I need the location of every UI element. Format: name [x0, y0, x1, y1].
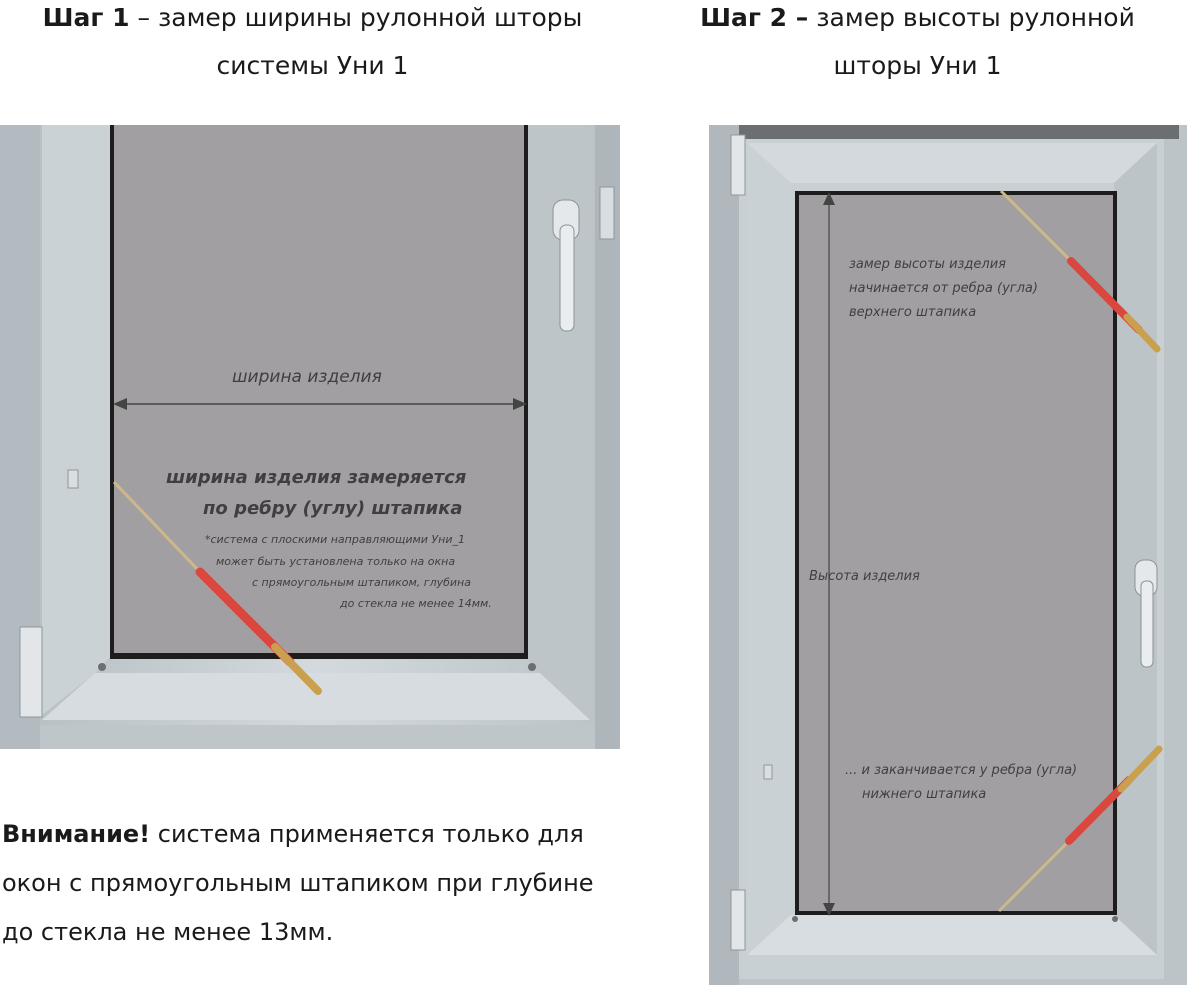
top-note-line3: верхнего штапика [849, 305, 977, 320]
note-bold-line1: ширина изделия замеряется [166, 467, 467, 488]
glass-pane-1 [114, 125, 524, 653]
height-measurement-photo [709, 125, 1187, 985]
bottom-note-line1: ... и заканчивается у ребра (угла) [845, 763, 1078, 778]
note-small-line3: с прямоугольным штапиком, глубина [252, 576, 471, 589]
warning-text: система применяется только для окон с прямоугольным штапиком при глубине до стекла не менее 13мм. [2, 820, 594, 946]
step2-text-line2: шторы Уни 1 [833, 51, 1002, 80]
note-small-line4: до стекла не менее 14мм. [340, 597, 492, 610]
bottom-note-line2: нижнего штапика [862, 787, 987, 802]
width-measurement-photo [0, 125, 620, 749]
warning-bold: Внимание! [2, 820, 151, 848]
warning-note [2, 810, 612, 957]
note-small-line2: может быть установлена только на окна [216, 555, 456, 568]
note-small-line1: *система с плоскими направляющими Уни_1 [205, 533, 465, 546]
step2-text: замер высоты рулонной [808, 3, 1135, 32]
height-label: Высота изделия [809, 569, 920, 584]
step1-label: Шаг 1 [42, 3, 130, 32]
width-label: ширина изделия [232, 367, 382, 387]
step1-text: – замер ширины рулонной шторы [129, 3, 583, 32]
step1-heading [0, 0, 625, 90]
step2-heading [655, 0, 1180, 90]
note-bold-line2: по ребру (углу) штапика [203, 498, 463, 519]
step2-label: Шаг 2 – [700, 3, 809, 32]
step1-text-line2: системы Уни 1 [216, 51, 409, 80]
glass-pane-2 [799, 195, 1113, 911]
window-illustration-2 [709, 125, 1187, 985]
top-note-line1: замер высоты изделия [849, 257, 1006, 272]
top-note-line2: начинается от ребра (угла) [849, 281, 1038, 296]
window-illustration-1 [0, 125, 620, 749]
